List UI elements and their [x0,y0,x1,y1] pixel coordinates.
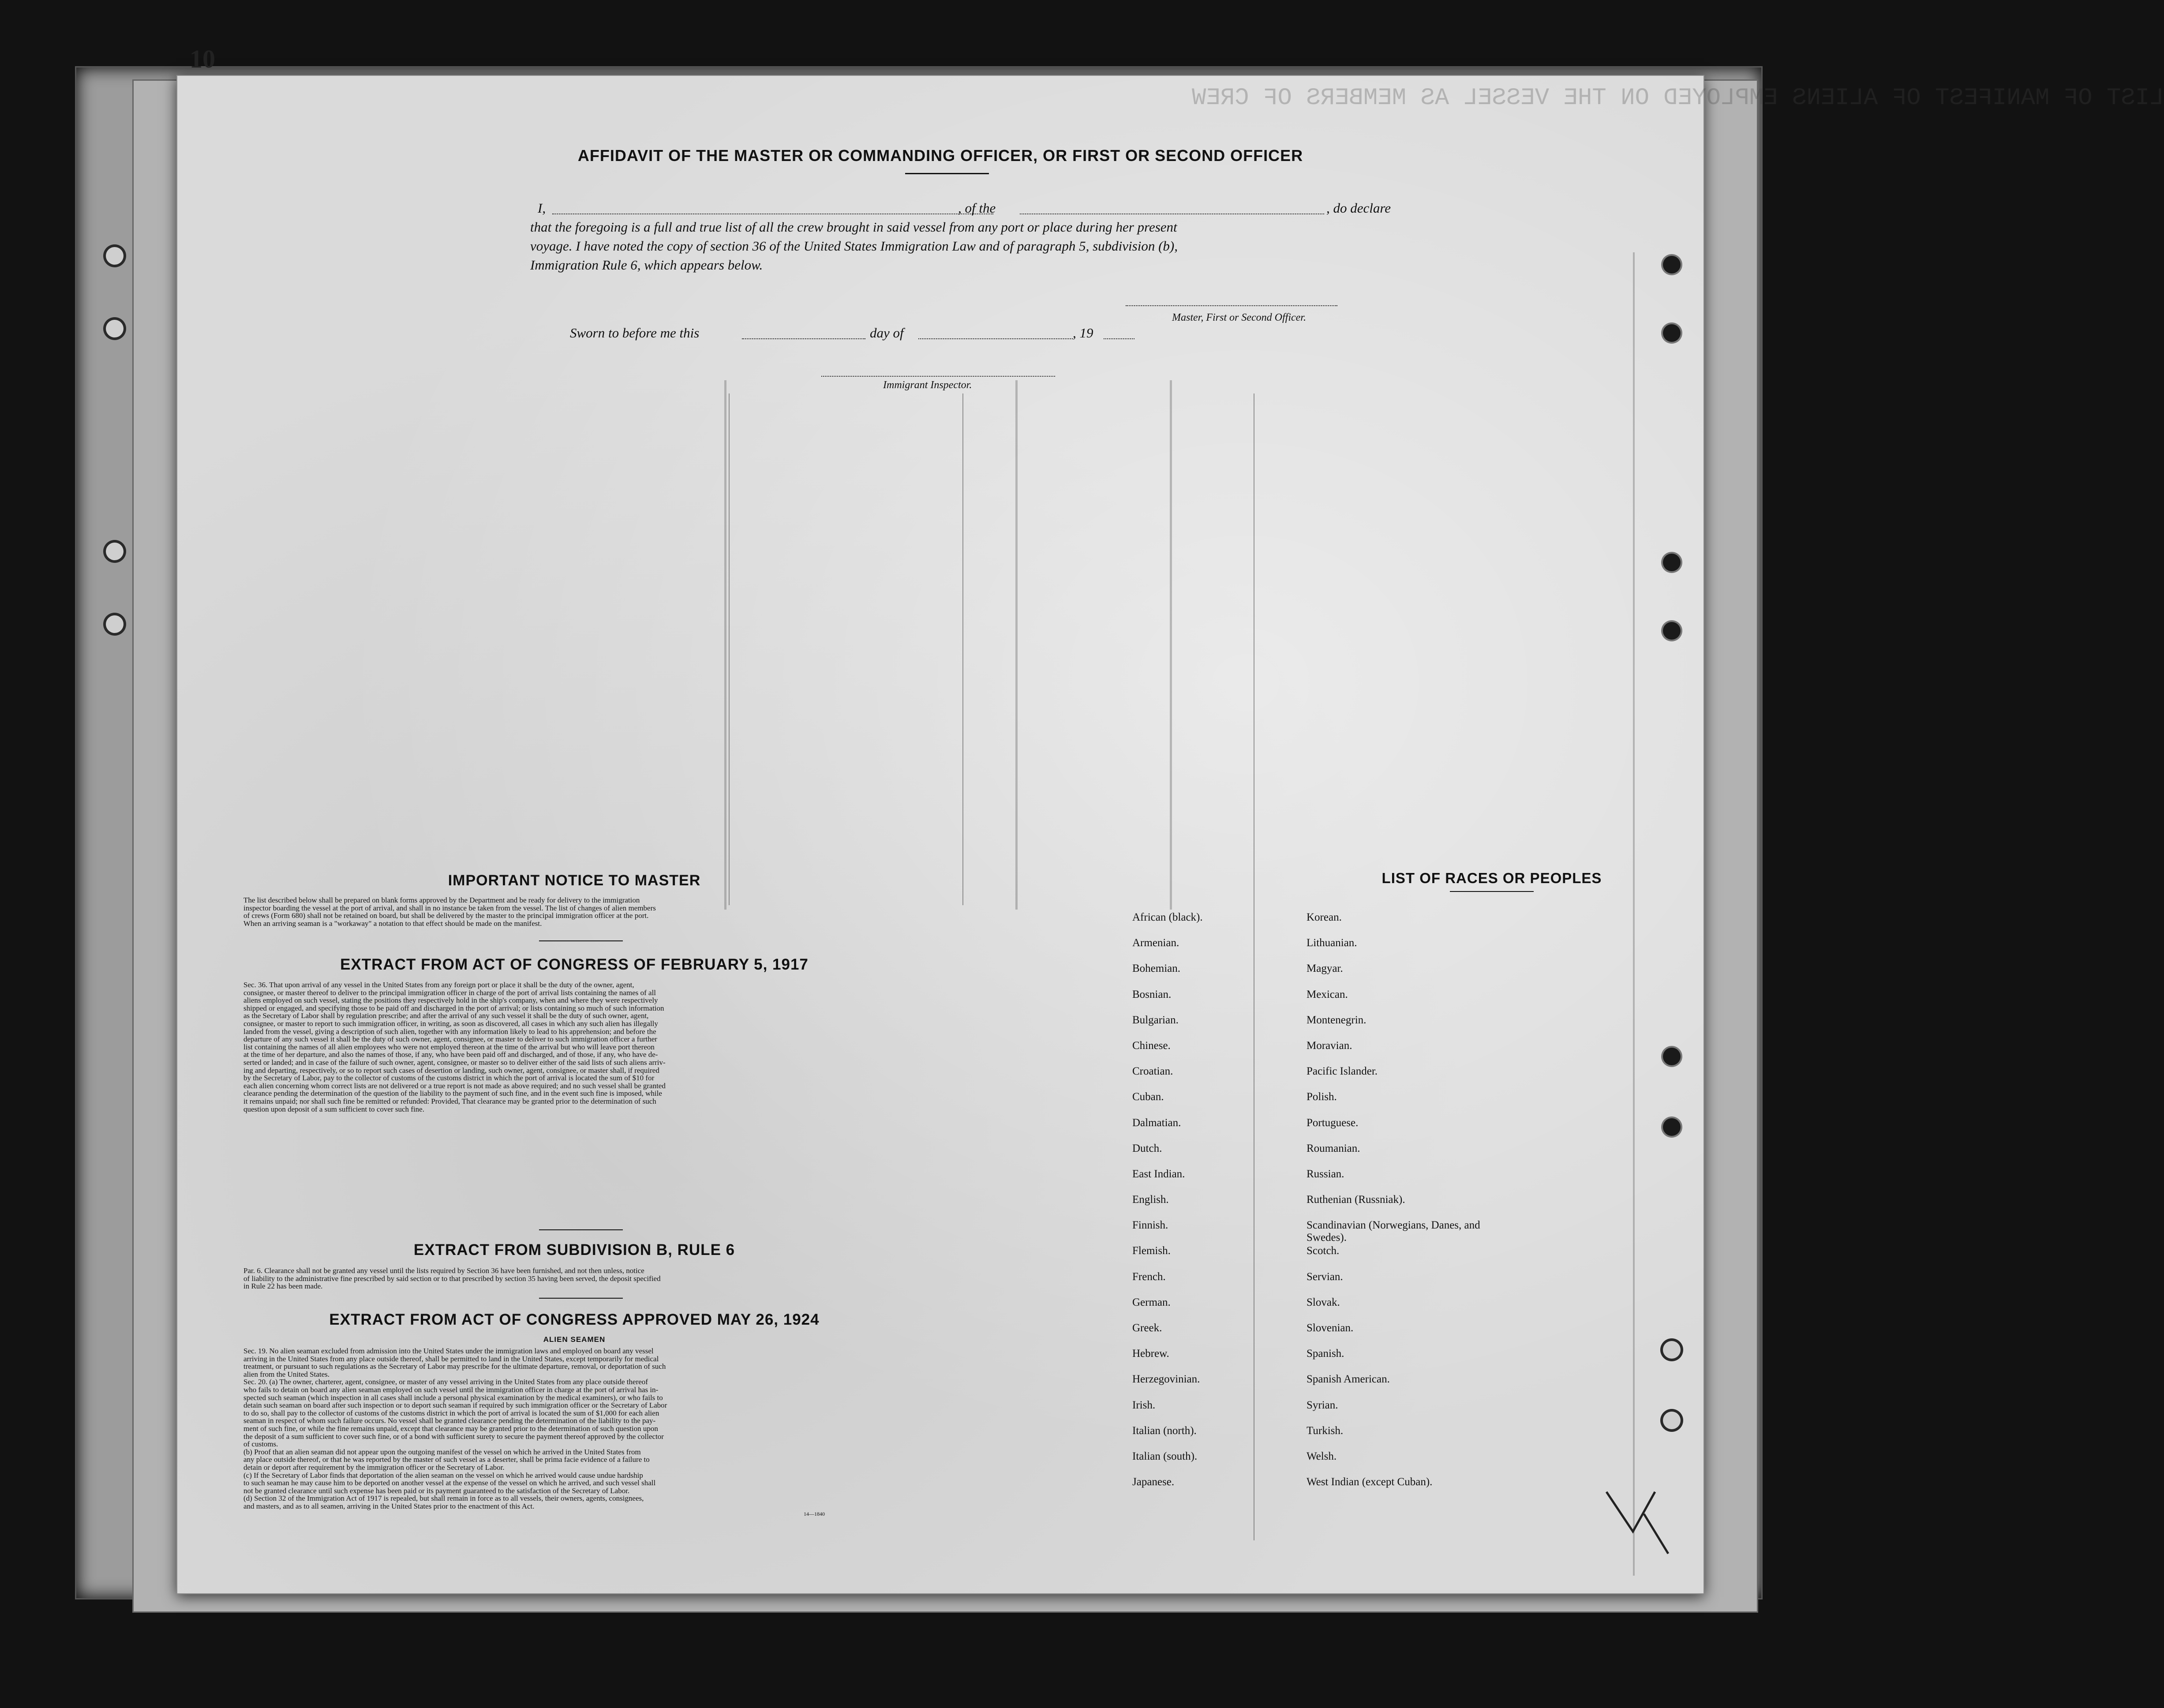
race-item: Dalmatian. [1132,1116,1181,1129]
master-signature-field[interactable] [1126,305,1337,306]
declaration-of-the: , of the [958,200,996,216]
master-label: Master, First or Second Officer. [1172,312,1306,323]
extract-line: detain such seaman on board after such inspection or to deport such seaman if required by such immigration officer or the Secretary of Labor [243,1401,667,1410]
extract-line: landed from the vessel, giving a description of such alien, together with any information likely to lead to his apprehension; and before the [243,1027,656,1036]
race-item: Korean. [1307,911,1342,923]
race-item: Syrian. [1307,1399,1338,1411]
extract-line: serted or landed; and in case of the failure of such owner, agent, consignee, or master so to deliver either of the said lists of such aliens arriv- [243,1058,666,1067]
binder-hole-icon [106,320,124,337]
binder-hole-icon [1663,1412,1681,1429]
extract-line: each alien concerning whom correct lists are not delivered or a true report is not made as above required; and no such vessel shall be granted [243,1081,666,1090]
binder-hole-icon [1663,1048,1681,1065]
inspector-label: Immigrant Inspector. [883,379,972,391]
extract-1924-body [243,1347,905,1510]
race-item: Pacific Islander. [1307,1065,1378,1078]
extract-line: of liability to the administrative fine prescribed by said section or to that prescribed by section 35 having been served, the deposit specified [243,1274,661,1283]
title-underline [905,173,989,174]
binder-hole-icon [1663,622,1681,640]
race-item: Herzegovinian. [1132,1373,1200,1386]
extract-line: in Rule 22 has been made. [243,1282,323,1291]
day-of-label: day of [870,325,904,341]
extract-line: list containing the names of all alien employees who were not employed thereon at the time of the arrival but who will leave port thereon [243,1042,655,1051]
extract-line: at the time of her departure, and also the names of those, if any, who have been paid off and discharged, and of those, if any, who have de- [243,1050,658,1059]
sworn-year-field[interactable] [1104,338,1134,339]
race-item: East Indian. [1132,1168,1185,1180]
declaration-i: I, [538,200,546,216]
race-item: Lithuanian. [1307,937,1357,949]
column-line [729,393,730,905]
race-item: Portuguese. [1307,1116,1359,1129]
extract-line: Par. 6. Clearance shall not be granted any vessel until the lists required by Section 36 have been furnished, and not then unless, notice [243,1266,644,1275]
race-item: Magyar. [1307,963,1343,975]
extract-line: (d) Section 32 of the Immigration Act of 1917 is repealed, but shall remain in force as to all vessels, their owners, agents, consignees, [243,1494,644,1503]
page-number: 10 [190,45,215,73]
extract-line: to such seaman he may cause him to be deported on another vessel at the expense of the vessel on which he arrived, and such vessel shall [243,1479,656,1487]
extract-line: it remains unpaid; nor shall such fine be remitted or refunded: Provided, That clearance may be granted prior to the determination of such [243,1097,656,1105]
declaration-line-3: voyage. I have noted the copy of section 36 of the United States Immigration Law and of paragraph 5, subdivision (b), [530,238,1178,254]
extract-line: spected such seaman (which inspection in all cases shall include a personal physical examination by the medical examiners), or who fails to [243,1393,663,1402]
declaration-line-4: Immigration Rule 6, which appears below. [530,257,763,273]
race-item: Roumanian. [1307,1142,1360,1154]
race-item: Croatian. [1132,1065,1173,1078]
race-item: Polish. [1307,1091,1337,1103]
race-item: Welsh. [1307,1450,1337,1462]
race-item: African (black). [1132,911,1203,923]
extract-line: of customs. [243,1440,278,1449]
notice-line: When an arriving seaman is a "workaway" a notation to that effect should be made on the manifest. [243,919,542,928]
section-divider [539,1229,623,1230]
race-item: Spanish. [1307,1348,1344,1360]
race-item: Slovenian. [1307,1322,1354,1334]
binder-hole-icon [1663,1118,1681,1136]
race-item: Turkish. [1307,1424,1344,1437]
race-item: Chinese. [1132,1039,1171,1052]
race-item: German. [1132,1296,1171,1308]
sworn-day-field[interactable] [742,338,865,339]
binder-hole-icon [1663,324,1681,342]
extract-line: departure of any such vessel it shall be the duty of such owner, agent, consignee, or master to deliver to such immigration officer a further [243,1035,657,1044]
races-left-column [1132,911,1291,1502]
extract-1924-subtitle: ALIEN SEAMEN [543,1335,606,1344]
extract-line: Sec. 19. No alien seaman excluded from admission into the United States under the immigration laws and employed on board any vessel [243,1347,654,1355]
race-item: West Indian (except Cuban). [1307,1476,1433,1488]
extract-line: any place outside thereof, or that he was reported by the master of such vessel as a deserter, shall be prima facie evidence of a failure to [243,1455,650,1464]
extract-rule6-title: EXTRACT FROM SUBDIVISION B, RULE 6 [413,1241,735,1259]
extract-1917-body [243,981,905,1113]
race-item: Flemish. [1132,1245,1171,1257]
bleed-through-rule [1015,380,1018,910]
notice-title: IMPORTANT NOTICE TO MASTER [448,872,701,889]
affidavit-title: AFFIDAVIT OF THE MASTER OR COMMANDING OFFICER, OR FIRST OR SECOND OFFICER [577,146,1303,165]
extract-line: arriving in the United States from any place outside thereof, shall be permitted to land in the United States, except temporarily for medical [243,1354,659,1363]
race-item: French. [1132,1270,1166,1283]
race-item: Finnish. [1132,1219,1168,1232]
race-item: English. [1132,1194,1169,1206]
inspector-signature-field[interactable] [821,376,1055,377]
extract-line: consignee, or master thereof to deliver to the principal immigration officer in charge of the port of arrival lists containing the names of all [243,988,656,997]
extract-line: seaman in respect of whom such failure occurs. No vessel shall be granted clearance pending the determination of the liability to the pay- [243,1416,656,1425]
extract-1917-title: EXTRACT FROM ACT OF CONGRESS OF FEBRUARY 5, 1917 [340,956,809,973]
extract-line: question upon deposit of a sum sufficient to cover such fine. [243,1105,424,1113]
race-item: Montenegrin. [1307,1014,1367,1026]
extract-line: the deposit of a sum sufficient to cover such fine, or of a bond with sufficient surety to secure the payment thereof approved by the collector [243,1432,664,1441]
race-item: Mexican. [1307,988,1348,1000]
race-item: Moravian. [1307,1039,1352,1052]
race-item: Scandinavian (Norwegians, Danes, and Swedes). [1307,1219,1480,1244]
race-item: Hebrew. [1132,1348,1169,1360]
extract-rule6-body [243,1267,905,1290]
bleed-through-rule [724,380,726,910]
race-item: Slovak. [1307,1296,1340,1308]
extract-line: alien from the United States. [243,1370,329,1378]
race-item: Irish. [1132,1399,1156,1411]
extract-line: (b) Proof that an alien seaman did not appear upon the outgoing manifest of the vessel on which he arrived in the United States from [243,1447,641,1456]
notice-line: of crews (Form 680) shall not be retained on board, but shall be delivered by the master to the principal immigration officer at the port. [243,911,649,920]
notice-body [243,896,905,927]
extract-line: (c) If the Secretary of Labor finds that deportation of the alien seaman on the vessel on which he arrived would cause undue hardship [243,1471,643,1480]
sworn-label: Sworn to before me this [570,325,700,341]
binder-hole-icon [106,615,124,633]
extract-line: ment of such fine, or while the fine remains unpaid, except that clearance may be granted prior to the determination of such question upon [243,1424,658,1433]
race-item: Greek. [1132,1322,1162,1334]
binder-hole-icon [1663,554,1681,571]
declaration-do-declare: , do declare [1326,200,1391,216]
bleed-through-rule [1170,380,1172,910]
race-item: Italian (north). [1132,1424,1197,1437]
binder-hole-icon [1663,256,1681,273]
extract-line: Sec. 36. That upon arrival of any vessel in the United States from any foreign port or place it shall be the duty of the owner, agent, [243,981,634,989]
extract-line: detain or deport after requirement by the immigration officer or the Secretary of Labor. [243,1463,505,1472]
bleed-through-text: LIST OF MANIFEST OF ALIENS EMPLOYED ON THE VESSEL AS MEMBERS OF CREW [1192,85,2164,112]
race-item: Ruthenian (Russniak). [1307,1194,1405,1206]
declaration-line-2: that the foregoing is a full and true list of all the crew brought in said vessel from any port or place during her present [530,219,1177,235]
races-right-column [1307,911,1492,1502]
binder-hole-icon [106,247,124,265]
section-divider [1450,891,1534,892]
race-item: Scotch. [1307,1245,1340,1257]
handwritten-check-icon [1602,1483,1673,1562]
race-item: Spanish American. [1307,1373,1390,1386]
manifest-page [176,75,2164,1594]
extract-line: Sec. 20. (a) The owner, charterer, agent, consignee, or master of any vessel arriving in the United States from any place outside thereof [243,1378,648,1386]
year-label: , 19 [1073,325,1093,341]
race-item: Bulgarian. [1132,1014,1179,1026]
extract-line: not be granted clearance until such expense has been paid or its payment guaranteed to the satisfaction of the Secretary of Labor. [243,1486,630,1495]
section-divider [539,940,623,941]
race-item: Japanese. [1132,1476,1175,1488]
race-item: Dutch. [1132,1142,1162,1154]
binder-hole-icon [1663,1341,1681,1359]
extract-line: treatment, or pursuant to such regulations as the Secretary of Labor may prescribe for the ultimate departure, removal, or deportation of such [243,1362,666,1371]
extract-line: shipped or engaged, and specifying those to be paid off and discharged in the port of arrival; or lists containing so much of such information [243,1004,664,1012]
bleed-through-rule [1633,252,1635,1576]
extract-line: aliens employed on such vessel, stating the positions they respectively hold in the ship's company, when and where they were respectively [243,996,658,1005]
notice-line: inspector boarding the vessel at the port of arrival, and shall in no instance be taken from the vessel. The list of changes of alien members [243,903,656,912]
extract-1924-title: EXTRACT FROM ACT OF CONGRESS APPROVED MAY 26, 1924 [329,1311,820,1328]
race-item: Servian. [1307,1270,1343,1283]
race-item: Russian. [1307,1168,1344,1180]
races-title: LIST OF RACES OR PEOPLES [1382,870,1602,886]
notice-line: The list described below shall be prepared on blank forms approved by the Department and be ready for delivery to the immigration [243,896,640,904]
sworn-month-field[interactable] [918,338,1073,339]
race-item: Italian (south). [1132,1450,1198,1462]
binder-hole-icon [106,543,124,560]
race-item: Bosnian. [1132,988,1172,1000]
race-item: Bohemian. [1132,963,1181,975]
extract-line: ing and departing, respectively, or so to report such cases of desertion or landing, such owner, agent, consignee, or master shall, if required [243,1066,659,1075]
race-item: Armenian. [1132,937,1179,949]
race-item: Cuban. [1132,1091,1164,1103]
extract-line: as the Secretary of Labor shall by regulation prescribe; and after the arrival of any such vessel it shall be the duty of such owner, agent, [243,1011,649,1020]
column-line [962,393,963,905]
section-divider [539,1298,623,1299]
extract-line: consignee, or master to report to such immigration officer, in writing, as soon as discovered, all cases in which any such alien has illegally [243,1019,658,1028]
extract-line: by the Secretary of Labor, pay to the collector of customs of the customs district in which the port of arrival is located the sum of $10 for [243,1074,655,1082]
extract-line: who fails to detain on board any alien seaman employed on such vessel until the immigration officer in charge at the port of arrival has in- [243,1385,659,1394]
extract-line: clearance pending the determination of the question of the liability to the payment of such fine, and in the event such fine is imposed, while [243,1089,662,1098]
extract-line: to do so, shall pay to the collector of customs of the customs district in which the port of arrival is located the sum of $1,000 for each alien [243,1408,659,1417]
form-number: 14—1840 [804,1511,825,1517]
extract-line: and masters, and as to all seamen, arriving in the United States prior to the enactment of this Act. [243,1502,535,1510]
